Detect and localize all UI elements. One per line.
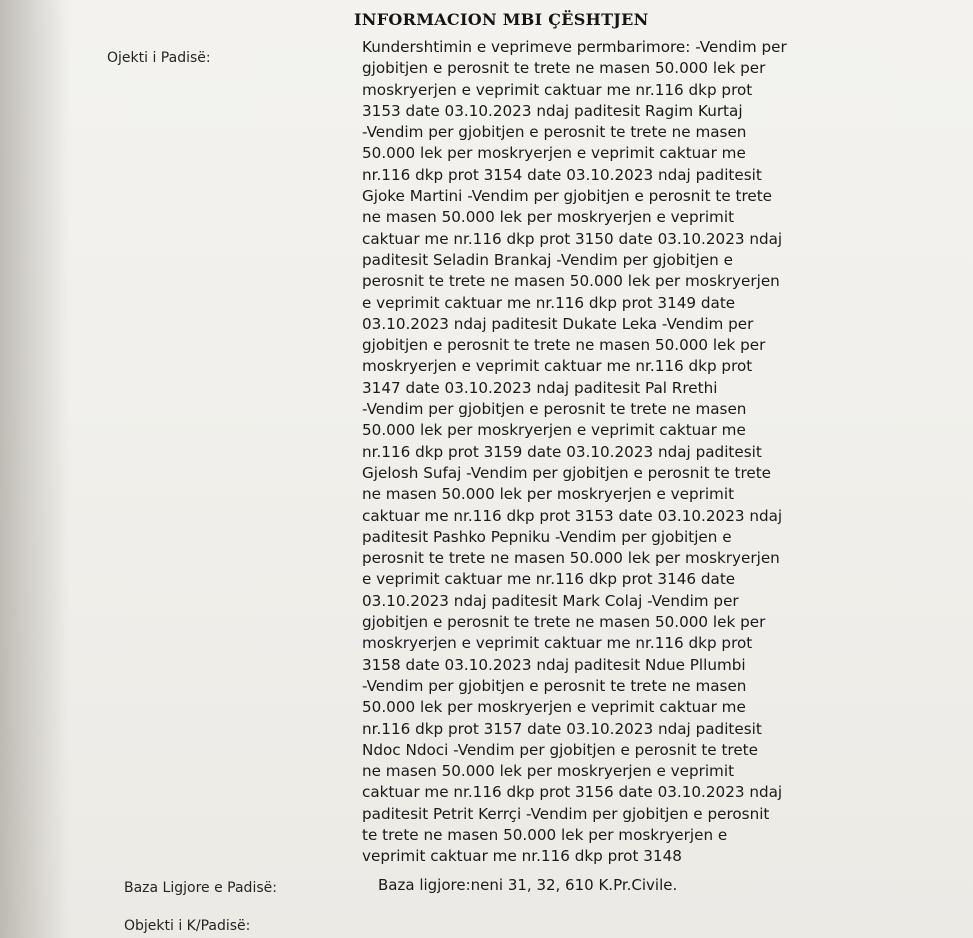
object-text-line: caktuar me nr.116 dkp prot 3153 date 03.10.2023 ndaj — [362, 506, 783, 525]
object-text-line: nr.116 dkp prot 3157 date 03.10.2023 ndaj paditesit — [362, 719, 762, 738]
object-text-line: 03.10.2023 ndaj paditesit Mark Colaj -Vendim per — [362, 591, 739, 610]
object-text-line: perosnit te trete ne masen 50.000 lek per moskryerjen — [362, 272, 780, 291]
object-text-line: 03.10.2023 ndaj paditesit Dukate Leka -Vendim per — [362, 314, 754, 333]
object-text-line: nr.116 dkp prot 3159 date 03.10.2023 ndaj paditesit — [362, 442, 762, 461]
object-text-line: Ndoc Ndoci -Vendim per gjobitjen e perosnit te trete — [362, 740, 758, 759]
object-text-line: -Vendim per gjobitjen e perosnit te trete ne masen — [362, 676, 747, 695]
object-text-line: Gjelosh Sufaj -Vendim per gjobitjen e perosnit te trete — [362, 463, 771, 482]
object-text-line: paditesit Seladin Brankaj -Vendim per gjobitjen e — [362, 250, 733, 269]
object-text-line: moskryerjen e veprimit caktuar me nr.116 dkp prot — [362, 634, 753, 653]
object-text-line: gjobitjen e perosnit te trete ne masen 50.000 lek per — [362, 336, 766, 355]
object-text-line: moskryerjen e veprimit caktuar me nr.116 dkp prot — [362, 357, 753, 376]
object-text-line: caktuar me nr.116 dkp prot 3156 date 03.10.2023 ndaj — [362, 783, 783, 802]
counter-object-label: Objekti i K/Padisë: — [124, 918, 251, 934]
object-text-line: gjobitjen e perosnit te trete ne masen 50.000 lek per — [362, 59, 766, 78]
object-text-line: 50.000 lek per moskryerjen e veprimit caktuar me — [362, 144, 746, 163]
object-text-line: moskryerjen e veprimit caktuar me nr.116 dkp prot — [362, 80, 753, 99]
object-text-line: perosnit te trete ne masen 50.000 lek per moskryerjen — [362, 549, 780, 568]
object-text-line: 3158 date 03.10.2023 ndaj paditesit Ndue Pllumbi — [362, 655, 746, 674]
object-text — [362, 37, 832, 868]
object-text-line: e veprimit caktuar me nr.116 dkp prot 3149 date — [362, 293, 736, 312]
object-text-line: nr.116 dkp prot 3154 date 03.10.2023 ndaj paditesit — [362, 165, 762, 184]
object-text-line: Kundershtimin e veprimeve permbarimore: -Vendim per — [362, 38, 787, 56]
object-text-line: caktuar me nr.116 dkp prot 3150 date 03.10.2023 ndaj — [362, 229, 783, 248]
object-text-line: 50.000 lek per moskryerjen e veprimit caktuar me — [362, 421, 746, 440]
object-text-line: 50.000 lek per moskryerjen e veprimit caktuar me — [362, 698, 746, 717]
object-label: Ojekti i Padisë: — [107, 50, 211, 66]
page-edge-shadow — [0, 0, 70, 938]
object-text-line: te trete ne masen 50.000 lek per moskryerjen e — [362, 825, 728, 844]
object-text-line: 3147 date 03.10.2023 ndaj paditesit Pal Rrethi — [362, 378, 718, 397]
object-text-line: paditesit Pashko Pepniku -Vendim per gjobitjen e — [362, 527, 732, 546]
object-text-line: -Vendim per gjobitjen e perosnit te trete ne masen — [362, 123, 747, 142]
object-text-line: paditesit Petrit Kerrçi -Vendim per gjobitjen e perosnit — [362, 804, 770, 823]
object-text-line: 3153 date 03.10.2023 ndaj paditesit Ragim Kurtaj — [362, 101, 743, 120]
object-text-line: ne masen 50.000 lek per moskryerjen e veprimit — [362, 485, 735, 504]
object-text-line: -Vendim per gjobitjen e perosnit te trete ne masen — [362, 400, 747, 419]
object-text-line: veprimit caktuar me nr.116 dkp prot 3148 — [362, 847, 682, 866]
object-text-line: ne masen 50.000 lek per moskryerjen e veprimit — [362, 762, 735, 781]
object-text-line: gjobitjen e perosnit te trete ne masen 50.000 lek per — [362, 613, 766, 632]
object-text-line: ne masen 50.000 lek per moskryerjen e veprimit — [362, 208, 735, 227]
object-text-line: e veprimit caktuar me nr.116 dkp prot 3146 date — [362, 570, 736, 589]
object-text-line: Gjoke Martini -Vendim per gjobitjen e perosnit te trete — [362, 187, 773, 206]
section-title: INFORMACION MBI ÇËSHTJEN — [354, 10, 649, 29]
legal-basis-value: Baza ligjore:neni 31, 32, 610 K.Pr.Civile. — [378, 876, 678, 894]
legal-basis-label: Baza Ligjore e Padisë: — [124, 880, 277, 896]
